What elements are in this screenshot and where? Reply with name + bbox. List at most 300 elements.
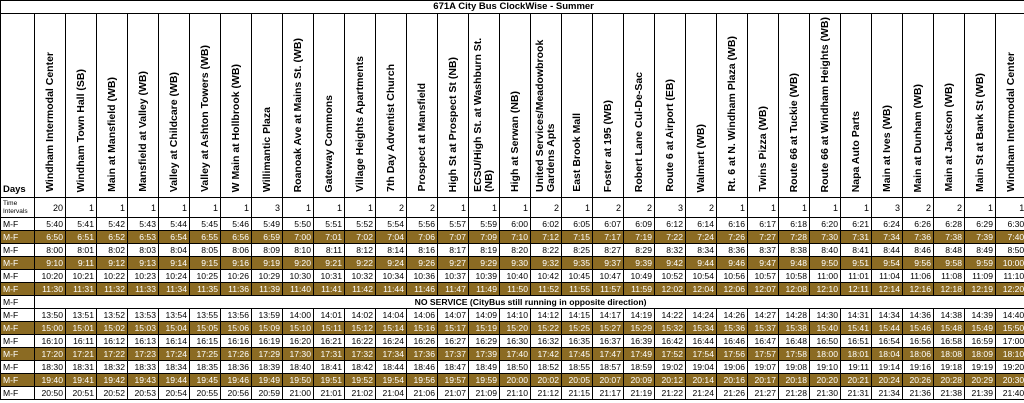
stop-name: ECSU/High St. at Washburn St. (NB) (472, 37, 495, 192)
time-cell: 16:10 (35, 335, 66, 348)
time-cell: 16:39 (624, 335, 655, 348)
time-cell: 17:31 (314, 348, 345, 361)
time-cell: 15:50 (996, 322, 1024, 335)
time-cell: 9:22 (345, 257, 376, 270)
stop-name: Napa Auto Parts (849, 110, 862, 192)
time-cell: 18:06 (903, 348, 934, 361)
interval-cell: 2 (686, 198, 717, 218)
time-cell: 5:51 (314, 218, 345, 231)
time-cell: 9:48 (779, 257, 810, 270)
time-cell: 20:07 (593, 374, 624, 387)
stop-name: Route 66 at Windham Heights (WB) (818, 16, 831, 192)
time-cell: 17:22 (97, 348, 128, 361)
time-cell: 19:52 (345, 374, 376, 387)
time-cell: 19:02 (655, 361, 686, 374)
time-cell: 21:09 (469, 387, 500, 400)
time-cell: 11:09 (965, 270, 996, 283)
time-cell: 11:06 (903, 270, 934, 283)
time-cell: 10:58 (779, 270, 810, 283)
stop-name: Windham Town Hall (SB) (74, 68, 87, 192)
time-cell: 8:20 (500, 244, 531, 257)
time-cell: 15:27 (593, 322, 624, 335)
time-cell: 10:47 (593, 270, 624, 283)
stop-name: Main at Jackson (WB) (942, 83, 955, 192)
interval-cell: 20 (35, 198, 66, 218)
time-cell: 6:14 (686, 218, 717, 231)
time-cell: 17:23 (128, 348, 159, 361)
time-cell: 6:02 (531, 218, 562, 231)
time-cell: 18:36 (221, 361, 252, 374)
time-cell: 9:26 (407, 257, 438, 270)
time-cell: 20:02 (531, 374, 562, 387)
time-cell: 10:20 (35, 270, 66, 283)
days-header: Days (1, 14, 35, 198)
stop-name: Willimantic Plaza (260, 106, 273, 192)
stop-name: Walmart (WB) (694, 123, 707, 192)
time-cell: 20:59 (252, 387, 283, 400)
time-cell: 10:52 (655, 270, 686, 283)
time-cell: 12:16 (903, 283, 934, 296)
stop-name: High St at Prospect St (NB) (446, 56, 459, 192)
time-cell: 21:07 (438, 387, 469, 400)
time-cell: 6:56 (221, 231, 252, 244)
time-cell: 18:10 (996, 348, 1024, 361)
time-cell: 9:29 (469, 257, 500, 270)
time-cell: 10:45 (562, 270, 593, 283)
time-cell: 8:00 (35, 244, 66, 257)
time-cell: 14:26 (717, 309, 748, 322)
time-cell: 8:10 (283, 244, 314, 257)
stop-name: Prospect at Mansfield (415, 83, 428, 192)
time-cell: 7:36 (903, 231, 934, 244)
time-cell: 16:30 (500, 335, 531, 348)
time-cell: 8:48 (934, 244, 965, 257)
stop-header (903, 14, 934, 198)
time-cell: 5:45 (190, 218, 221, 231)
stop-header (562, 14, 593, 198)
time-cell: 15:11 (314, 322, 345, 335)
interval-cell: 1 (159, 198, 190, 218)
time-cell: 13:50 (35, 309, 66, 322)
time-cell: 15:37 (748, 322, 779, 335)
day-cell: M-F (1, 322, 35, 335)
time-cell: 16:21 (314, 335, 345, 348)
time-cell: 7:31 (841, 231, 872, 244)
time-cell: 17:47 (593, 348, 624, 361)
time-cell: 11:32 (97, 283, 128, 296)
time-cell: 17:34 (376, 348, 407, 361)
time-cell: 12:20 (996, 283, 1024, 296)
time-cell: 21:36 (903, 387, 934, 400)
time-cell: 16:26 (407, 335, 438, 348)
time-cell: 9:56 (903, 257, 934, 270)
time-cell: 18:32 (97, 361, 128, 374)
time-cell: 10:22 (97, 270, 128, 283)
time-cell: 18:55 (562, 361, 593, 374)
interval-cell: 2 (593, 198, 624, 218)
time-cell: 18:04 (872, 348, 903, 361)
time-cell: 19:06 (717, 361, 748, 374)
time-cell: 20:16 (717, 374, 748, 387)
time-cell: 20:56 (221, 387, 252, 400)
stop-header (531, 14, 562, 198)
time-cell: 12:04 (686, 283, 717, 296)
time-cell: 7:00 (283, 231, 314, 244)
time-cell: 18:40 (283, 361, 314, 374)
time-cell: 21:10 (500, 387, 531, 400)
trip-row (1, 387, 1024, 400)
time-cell: 21:04 (376, 387, 407, 400)
time-cell: 8:02 (97, 244, 128, 257)
time-cell: 18:47 (438, 361, 469, 374)
time-cell: 16:46 (717, 335, 748, 348)
time-cell: 15:17 (438, 322, 469, 335)
time-cell: 17:56 (717, 348, 748, 361)
time-cell: 19:40 (35, 374, 66, 387)
stop-name: Valley at Ashton Towers (WB) (198, 44, 211, 192)
time-cell: 6:55 (190, 231, 221, 244)
day-cell: M-F (1, 296, 35, 309)
time-cell: 9:11 (66, 257, 97, 270)
stop-name: Mansfield at Valley (WB) (136, 71, 149, 192)
time-cell: 8:36 (717, 244, 748, 257)
time-cell: 18:41 (314, 361, 345, 374)
time-cell: 11:55 (562, 283, 593, 296)
time-cell: 20:20 (810, 374, 841, 387)
stop-name: Windham Intermodal Center (43, 52, 56, 192)
stop-header (252, 14, 283, 198)
stop-name: Roanoak Ave at Mains St. (WB) (291, 37, 304, 192)
time-cell: 10:25 (190, 270, 221, 283)
time-cell: 19:41 (66, 374, 97, 387)
time-cell: 14:01 (314, 309, 345, 322)
time-cell: 6:17 (748, 218, 779, 231)
interval-cell: 1 (314, 198, 345, 218)
trip-row (1, 244, 1024, 257)
interval-cell: 1 (996, 198, 1024, 218)
time-cell: 9:13 (128, 257, 159, 270)
time-cell: 7:06 (407, 231, 438, 244)
time-cell: 18:30 (35, 361, 66, 374)
time-cell: 10:56 (717, 270, 748, 283)
day-cell: M-F (1, 387, 35, 400)
stop-header (593, 14, 624, 198)
time-cell: 7:40 (996, 231, 1024, 244)
time-cell: 5:50 (283, 218, 314, 231)
time-cell: 10:26 (221, 270, 252, 283)
time-cell: 15:12 (345, 322, 376, 335)
time-cell: 5:54 (376, 218, 407, 231)
day-cell: M-F (1, 270, 35, 283)
time-cell: 5:49 (252, 218, 283, 231)
time-cell: 19:59 (469, 374, 500, 387)
time-cell: 15:04 (159, 322, 190, 335)
time-cell: 14:39 (965, 309, 996, 322)
time-cell: 9:30 (500, 257, 531, 270)
time-cell: 7:09 (469, 231, 500, 244)
time-cell: 16:35 (562, 335, 593, 348)
stop-name: Gateway Commons (322, 94, 335, 192)
time-cell: 9:16 (221, 257, 252, 270)
time-cell: 17:30 (283, 348, 314, 361)
stop-header (996, 14, 1024, 198)
time-cell: 8:19 (469, 244, 500, 257)
time-cell: 6:12 (655, 218, 686, 231)
time-cell: 9:59 (965, 257, 996, 270)
time-cell: 8:11 (314, 244, 345, 257)
schedule-title: 671A City Bus ClockWise - Summer (1, 1, 1024, 14)
interval-cell: 1 (438, 198, 469, 218)
time-cell: 8:29 (624, 244, 655, 257)
time-cell: 15:09 (252, 322, 283, 335)
time-cell: 6:07 (593, 218, 624, 231)
time-cell: 16:50 (810, 335, 841, 348)
time-cell: 11:31 (66, 283, 97, 296)
time-cell: 20:12 (655, 374, 686, 387)
stop-name: Twins Pizza (WB) (756, 106, 769, 192)
time-cell: 8:41 (841, 244, 872, 257)
time-cell: 15:40 (810, 322, 841, 335)
time-cell: 20:00 (500, 374, 531, 387)
time-cell: 5:40 (35, 218, 66, 231)
time-cell: 17:29 (252, 348, 283, 361)
stop-header (97, 14, 128, 198)
stop-name: Valley at Childcare (WB) (167, 71, 180, 192)
time-cell: 15:01 (66, 322, 97, 335)
time-cell: 20:17 (748, 374, 779, 387)
time-cell: 5:56 (407, 218, 438, 231)
stop-header (159, 14, 190, 198)
time-cell: 9:15 (190, 257, 221, 270)
time-cell: 12:11 (841, 283, 872, 296)
time-cell: 12:19 (965, 283, 996, 296)
time-cell: 18:08 (934, 348, 965, 361)
time-cell: 16:29 (469, 335, 500, 348)
time-cell: 19:07 (748, 361, 779, 374)
time-cell: 20:09 (624, 374, 655, 387)
time-cell: 11:42 (345, 283, 376, 296)
time-cell: 20:05 (562, 374, 593, 387)
time-cell: 19:08 (779, 361, 810, 374)
time-cell: 15:34 (686, 322, 717, 335)
time-cell: 9:39 (624, 257, 655, 270)
time-cell: 6:51 (66, 231, 97, 244)
time-cell: 9:27 (438, 257, 469, 270)
stop-name: Route 6 at Airport (EB) (663, 79, 676, 192)
trip-row (1, 374, 1024, 387)
time-cell: 5:43 (128, 218, 159, 231)
time-cell: 7:24 (686, 231, 717, 244)
time-cell: 10:24 (159, 270, 190, 283)
time-cell: 16:51 (841, 335, 872, 348)
time-cell: 16:59 (965, 335, 996, 348)
time-cell: 17:32 (345, 348, 376, 361)
time-cell: 10:34 (376, 270, 407, 283)
time-cell: 21:15 (562, 387, 593, 400)
time-cell: 14:38 (934, 309, 965, 322)
time-cell: 21:01 (314, 387, 345, 400)
time-cell: 15:29 (624, 322, 655, 335)
time-cell: 11:47 (438, 283, 469, 296)
time-cell: 18:34 (159, 361, 190, 374)
stop-header (438, 14, 469, 198)
time-cell: 16:24 (376, 335, 407, 348)
time-cell: 17:54 (686, 348, 717, 361)
day-cell: M-F (1, 283, 35, 296)
time-cell: 18:57 (593, 361, 624, 374)
time-cell: 8:03 (128, 244, 159, 257)
time-cell: 6:18 (779, 218, 810, 231)
interval-cell: 1 (500, 198, 531, 218)
time-cell: 10:36 (407, 270, 438, 283)
time-cell: 6:26 (903, 218, 934, 231)
trip-row (1, 309, 1024, 322)
interval-cell: 1 (97, 198, 128, 218)
stop-header (686, 14, 717, 198)
time-cell: 16:32 (531, 335, 562, 348)
time-cell: 17:45 (562, 348, 593, 361)
time-cell: 18:31 (66, 361, 97, 374)
time-cell: 9:44 (686, 257, 717, 270)
time-cell: 19:11 (841, 361, 872, 374)
time-cell: 15:16 (407, 322, 438, 335)
time-cell: 17:42 (531, 348, 562, 361)
time-cell: 7:01 (314, 231, 345, 244)
time-cell: 5:46 (221, 218, 252, 231)
interval-cell: 2 (934, 198, 965, 218)
time-cell: 13:52 (97, 309, 128, 322)
time-cell: 20:53 (128, 387, 159, 400)
trip-row (1, 257, 1024, 270)
stop-header (345, 14, 376, 198)
interval-cell: 2 (903, 198, 934, 218)
time-cell: 7:26 (717, 231, 748, 244)
stop-header (35, 14, 66, 198)
interval-cell: 1 (283, 198, 314, 218)
time-cell: 15:36 (717, 322, 748, 335)
time-cell: 14:02 (345, 309, 376, 322)
interval-cell: 1 (469, 198, 500, 218)
time-cell: 17:00 (996, 335, 1024, 348)
time-cell: 14:12 (531, 309, 562, 322)
time-cell: 17:49 (624, 348, 655, 361)
time-cell: 8:06 (221, 244, 252, 257)
time-cell: 5:44 (159, 218, 190, 231)
time-cell: 14:22 (655, 309, 686, 322)
stop-name: Main at Dunham (WB) (911, 83, 924, 192)
time-cell: 18:46 (407, 361, 438, 374)
stop-name: Main at Ives (WB) (880, 105, 893, 192)
time-cell: 16:48 (779, 335, 810, 348)
stop-header (469, 14, 500, 198)
time-cell: 18:59 (624, 361, 655, 374)
time-cell: 19:19 (965, 361, 996, 374)
time-cell: 19:14 (872, 361, 903, 374)
time-cell: 6:09 (624, 218, 655, 231)
no-service-row (1, 296, 1024, 309)
time-cell: 13:54 (159, 309, 190, 322)
time-cell: 18:49 (469, 361, 500, 374)
time-cell: 6:28 (934, 218, 965, 231)
time-cell: 16:42 (655, 335, 686, 348)
time-cell: 14:19 (624, 309, 655, 322)
time-cell: 10:00 (996, 257, 1024, 270)
day-cell: M-F (1, 374, 35, 387)
time-cell: 16:54 (872, 335, 903, 348)
time-cell: 20:50 (35, 387, 66, 400)
time-cell: 10:57 (748, 270, 779, 283)
time-cell: 15:22 (531, 322, 562, 335)
stop-header (376, 14, 407, 198)
time-cell: 10:31 (314, 270, 345, 283)
time-cell: 11:36 (221, 283, 252, 296)
time-cell: 16:22 (345, 335, 376, 348)
day-cell: M-F (1, 309, 35, 322)
time-cell: 9:47 (748, 257, 779, 270)
time-cell: 9:50 (810, 257, 841, 270)
time-cell: 8:46 (903, 244, 934, 257)
time-cell: 11:39 (252, 283, 283, 296)
time-cell: 16:11 (66, 335, 97, 348)
interval-cell: 1 (810, 198, 841, 218)
time-cell: 14:15 (562, 309, 593, 322)
time-cell: 10:37 (438, 270, 469, 283)
time-cell: 14:10 (500, 309, 531, 322)
time-cell: 15:41 (841, 322, 872, 335)
time-cell: 15:25 (562, 322, 593, 335)
time-cell: 16:14 (159, 335, 190, 348)
time-cell: 19:20 (996, 361, 1024, 374)
time-cell: 20:30 (996, 374, 1024, 387)
time-cell: 20:55 (190, 387, 221, 400)
time-cell: 16:15 (190, 335, 221, 348)
time-cell: 8:44 (872, 244, 903, 257)
time-cell: 20:52 (97, 387, 128, 400)
time-cell: 17:58 (779, 348, 810, 361)
time-cell: 9:37 (593, 257, 624, 270)
stop-name: Main at Mansfield (WB) (105, 77, 118, 192)
time-cell: 6:00 (500, 218, 531, 231)
day-cell: M-F (1, 257, 35, 270)
time-cell: 8:50 (996, 244, 1024, 257)
time-cell: 21:02 (345, 387, 376, 400)
time-cell: 8:04 (159, 244, 190, 257)
time-cell: 10:32 (345, 270, 376, 283)
stop-header (128, 14, 159, 198)
time-cell: 20:26 (903, 374, 934, 387)
time-cell: 14:27 (748, 309, 779, 322)
time-cell: 15:38 (779, 322, 810, 335)
interval-cell: 2 (531, 198, 562, 218)
time-cell: 12:14 (872, 283, 903, 296)
time-cell: 17:39 (469, 348, 500, 361)
time-cell: 18:52 (531, 361, 562, 374)
time-cell: 8:32 (655, 244, 686, 257)
time-cell: 11:30 (35, 283, 66, 296)
time-cell: 9:51 (841, 257, 872, 270)
time-cell: 14:30 (810, 309, 841, 322)
time-intervals-row (1, 198, 1024, 218)
time-cell: 21:26 (717, 387, 748, 400)
stop-header (934, 14, 965, 198)
time-cell: 8:38 (779, 244, 810, 257)
time-cell: 8:25 (562, 244, 593, 257)
time-cell: 8:34 (686, 244, 717, 257)
time-cell: 8:49 (965, 244, 996, 257)
time-cell: 14:04 (376, 309, 407, 322)
stop-name: United Services/Meadowbrook Gardens Apts (534, 39, 557, 192)
time-cell: 11:41 (314, 283, 345, 296)
